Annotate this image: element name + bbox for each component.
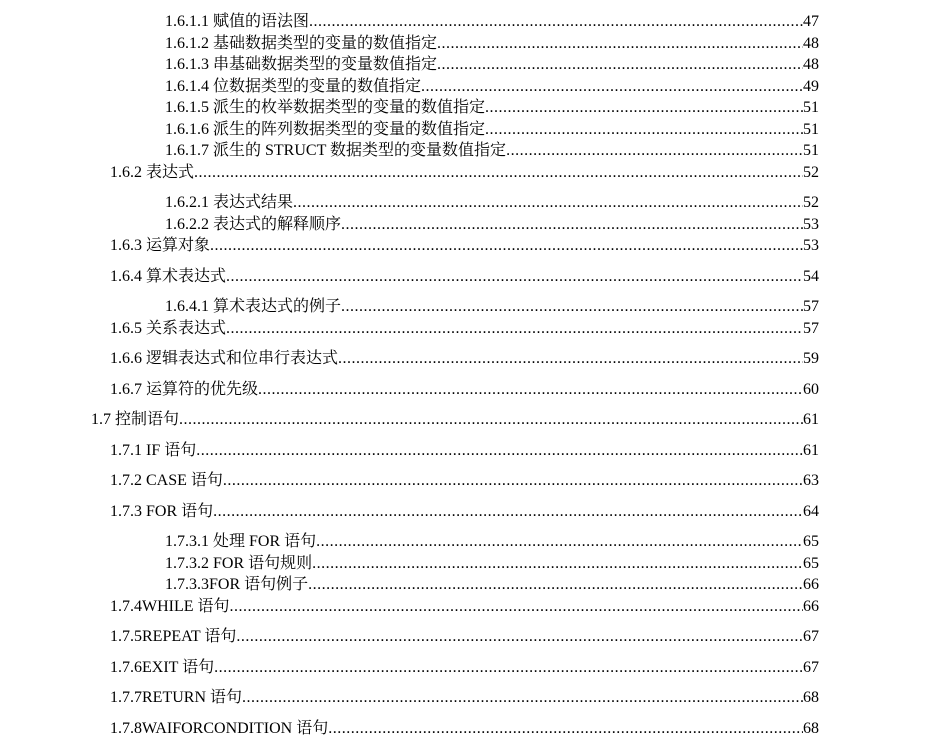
toc-entry-label: 1.6.1.2 基础数据类型的变量的数值指定 bbox=[165, 33, 437, 55]
toc-entry-page: 51 bbox=[803, 140, 819, 162]
dot-leader bbox=[179, 409, 803, 431]
toc-entry-page: 51 bbox=[803, 119, 819, 141]
toc-entry-label: 1.7.3 FOR 语句 bbox=[110, 501, 213, 523]
toc-entry-label: 1.6.5 关系表达式 bbox=[110, 318, 226, 340]
toc-entry-label: 1.7.3.1 处理 FOR 语句 bbox=[165, 531, 316, 553]
toc-entry-3[interactable] bbox=[0, 54, 819, 76]
toc-entry-label: 1.7.7RETURN 语句 bbox=[110, 687, 242, 709]
toc-entry-15[interactable] bbox=[0, 348, 819, 370]
toc-entry-page: 60 bbox=[803, 379, 819, 401]
toc-entry-20[interactable] bbox=[0, 501, 819, 523]
toc-entry-page: 48 bbox=[803, 33, 819, 55]
toc-entry-label: 1.6.4 算术表达式 bbox=[110, 266, 226, 288]
dot-leader bbox=[308, 574, 803, 596]
toc-entry-label: 1.7.1 IF 语句 bbox=[110, 440, 196, 462]
toc-entry-label: 1.6.2.2 表达式的解释顺序 bbox=[165, 214, 341, 236]
toc-entry-21[interactable] bbox=[0, 531, 819, 553]
toc-entry-11[interactable] bbox=[0, 235, 819, 257]
toc-entry-page: 65 bbox=[803, 553, 819, 575]
dot-leader bbox=[309, 11, 803, 33]
toc-entry-label: 1.6.1.3 串基础数据类型的变量数值指定 bbox=[165, 54, 437, 76]
toc-entry-23[interactable] bbox=[0, 574, 819, 596]
toc-entry-17[interactable] bbox=[0, 409, 819, 431]
toc-entry-10[interactable] bbox=[0, 214, 819, 236]
dot-leader bbox=[226, 266, 803, 288]
toc-entry-label: 1.6.1.5 派生的枚举数据类型的变量的数值指定 bbox=[165, 97, 485, 119]
toc-entry-label: 1.6.4.1 算术表达式的例子 bbox=[165, 296, 341, 318]
dot-leader bbox=[341, 296, 803, 318]
dot-leader bbox=[230, 596, 803, 618]
toc-entry-page: 57 bbox=[803, 318, 819, 340]
toc-entry-page: 48 bbox=[803, 54, 819, 76]
dot-leader bbox=[312, 553, 803, 575]
toc-entry-label: 1.7.2 CASE 语句 bbox=[110, 470, 223, 492]
toc-entry-page: 66 bbox=[803, 574, 819, 596]
toc-entry-label: 1.6.7 运算符的优先级 bbox=[110, 379, 258, 401]
toc-entry-label: 1.7.4WHILE 语句 bbox=[110, 596, 230, 618]
toc-entry-label: 1.7.6EXIT 语句 bbox=[110, 657, 214, 679]
toc-entry-label: 1.6.6 逻辑表达式和位串行表达式 bbox=[110, 348, 338, 370]
toc-entry-page: 49 bbox=[803, 76, 819, 98]
dot-leader bbox=[236, 626, 803, 648]
toc-entry-page: 53 bbox=[803, 214, 819, 236]
toc-entry-label: 1.7 控制语句 bbox=[91, 409, 179, 431]
toc-entry-19[interactable] bbox=[0, 470, 819, 492]
dot-leader bbox=[437, 33, 803, 55]
toc-entry-25[interactable] bbox=[0, 626, 819, 648]
toc-entry-13[interactable] bbox=[0, 296, 819, 318]
toc-entry-14[interactable] bbox=[0, 318, 819, 340]
dot-leader bbox=[485, 97, 803, 119]
dot-leader bbox=[437, 54, 803, 76]
toc-entry-1[interactable] bbox=[0, 11, 819, 33]
dot-leader bbox=[293, 192, 803, 214]
toc-entry-label: 1.6.3 运算对象 bbox=[110, 235, 210, 257]
toc-entry-page: 64 bbox=[803, 501, 819, 523]
toc-entry-label: 1.6.1.1 赋值的语法图 bbox=[165, 11, 309, 33]
toc-entry-label: 1.7.3.3FOR 语句例子 bbox=[165, 574, 308, 596]
toc-entry-label: 1.6.2.1 表达式结果 bbox=[165, 192, 293, 214]
toc-entry-16[interactable] bbox=[0, 379, 819, 401]
toc-entry-label: 1.7.5REPEAT 语句 bbox=[110, 626, 236, 648]
toc-entry-page: 63 bbox=[803, 470, 819, 492]
toc-entry-26[interactable] bbox=[0, 657, 819, 679]
toc-entry-18[interactable] bbox=[0, 440, 819, 462]
toc-entry-label: 1.6.1.4 位数据类型的变量的数值指定 bbox=[165, 76, 421, 98]
toc-entry-label: 1.7.8WAIFORCONDITION 语句 bbox=[110, 718, 328, 739]
toc-entry-page: 61 bbox=[803, 409, 819, 431]
toc-entry-page: 51 bbox=[803, 97, 819, 119]
toc-entry-6[interactable] bbox=[0, 119, 819, 141]
toc-entry-label: 1.6.1.6 派生的阵列数据类型的变量的数值指定 bbox=[165, 119, 485, 141]
toc-entry-page: 66 bbox=[803, 596, 819, 618]
toc-entry-page: 68 bbox=[803, 687, 819, 709]
dot-leader bbox=[421, 76, 803, 98]
toc-entry-page: 68 bbox=[803, 718, 819, 739]
dot-leader bbox=[258, 379, 803, 401]
toc-entry-label: 1.6.1.7 派生的 STRUCT 数据类型的变量数值指定 bbox=[165, 140, 506, 162]
dot-leader bbox=[242, 687, 803, 709]
dot-leader bbox=[506, 140, 803, 162]
toc-entry-5[interactable] bbox=[0, 97, 819, 119]
dot-leader bbox=[213, 501, 803, 523]
toc-entry-page: 52 bbox=[803, 192, 819, 214]
toc-entry-page: 47 bbox=[803, 11, 819, 33]
toc-entry-2[interactable] bbox=[0, 33, 819, 55]
toc-entry-page: 61 bbox=[803, 440, 819, 462]
toc-entry-4[interactable] bbox=[0, 76, 819, 98]
dot-leader bbox=[338, 348, 803, 370]
dot-leader bbox=[485, 119, 803, 141]
toc-entry-page: 59 bbox=[803, 348, 819, 370]
toc-entry-12[interactable] bbox=[0, 266, 819, 288]
toc-entry-page: 57 bbox=[803, 296, 819, 318]
toc-entry-8[interactable] bbox=[0, 162, 819, 184]
toc-entry-27[interactable] bbox=[0, 687, 819, 709]
toc-entry-9[interactable] bbox=[0, 192, 819, 214]
toc-entry-22[interactable] bbox=[0, 553, 819, 575]
toc-entry-24[interactable] bbox=[0, 596, 819, 618]
toc-entry-page: 53 bbox=[803, 235, 819, 257]
dot-leader bbox=[194, 162, 803, 184]
dot-leader bbox=[226, 318, 803, 340]
toc-entry-page: 67 bbox=[803, 657, 819, 679]
dot-leader bbox=[214, 657, 803, 679]
toc-entry-page: 65 bbox=[803, 531, 819, 553]
dot-leader bbox=[210, 235, 803, 257]
dot-leader bbox=[341, 214, 803, 236]
toc-entry-page: 54 bbox=[803, 266, 819, 288]
dot-leader bbox=[196, 440, 803, 462]
toc-entry-page: 67 bbox=[803, 626, 819, 648]
toc-entry-7[interactable] bbox=[0, 140, 819, 162]
dot-leader bbox=[223, 470, 803, 492]
toc-entry-label: 1.7.3.2 FOR 语句规则 bbox=[165, 553, 312, 575]
dot-leader bbox=[316, 531, 803, 553]
toc-entry-label: 1.6.2 表达式 bbox=[110, 162, 194, 184]
toc-entry-page: 52 bbox=[803, 162, 819, 184]
